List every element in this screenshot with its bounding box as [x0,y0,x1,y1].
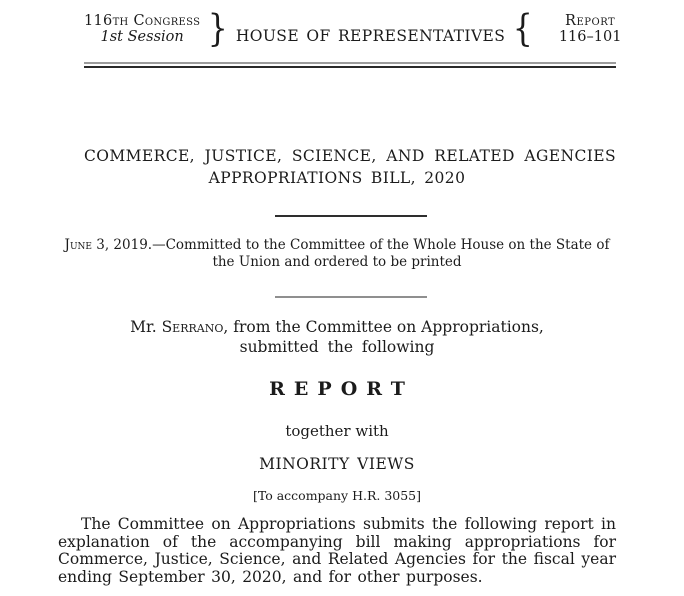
submission-line [58,317,616,337]
double-rule [84,62,616,68]
accompany-note: [To accompany H.R. 3055] [252,488,422,503]
section-rule-2 [275,296,427,298]
report-number: 116–101 [558,29,622,45]
minority-views-heading: MINORITY VIEWS [259,455,415,473]
submission-prefix: Mr. [130,318,162,336]
committed-text: —Committed to the Committee of the Whole House on the State of the Union and ordered to be printed [152,237,610,270]
bill-title-line2: APPROPRIATIONS BILL, 2020 [208,169,466,187]
submission-suffix: , from the Committee on Appropriations, [223,318,544,336]
report-number-block [541,13,622,45]
session-number: 1st Session [100,29,184,45]
report-label: Report [565,13,616,29]
report-heading: REPORT [269,378,414,400]
section-rule-1 [275,215,427,217]
report-cover-content [58,7,622,586]
bill-title [58,145,616,189]
congress-number: 116th Congress [84,13,201,29]
report-body-paragraph: The Committee on Appropriations submits the following report in explanation of the accompanying bill making appropriations for Commerce, Justice, Science, and Related Agencies for the fiscal year ending September 30, 2020, and for other purposes. [58,515,616,586]
congress-session-block [84,13,200,45]
opening-brace-glyph: { [513,7,534,50]
closing-brace-glyph: } [208,7,229,50]
member-name: Serrano [161,318,224,336]
bill-title-line1 [84,145,616,167]
report-header [84,7,622,50]
committed-date: June 3, 2019. [64,237,153,253]
committed-line [63,237,611,271]
submission-line2: submitted the following [239,338,435,356]
chamber-title: HOUSE OF REPRESENTATIVES [235,26,506,45]
bill-title-line1-text: COMMERCE, JUSTICE, SCIENCE, AND RELATED AGENCIES [84,147,616,165]
together-with-label: together with [285,422,389,440]
